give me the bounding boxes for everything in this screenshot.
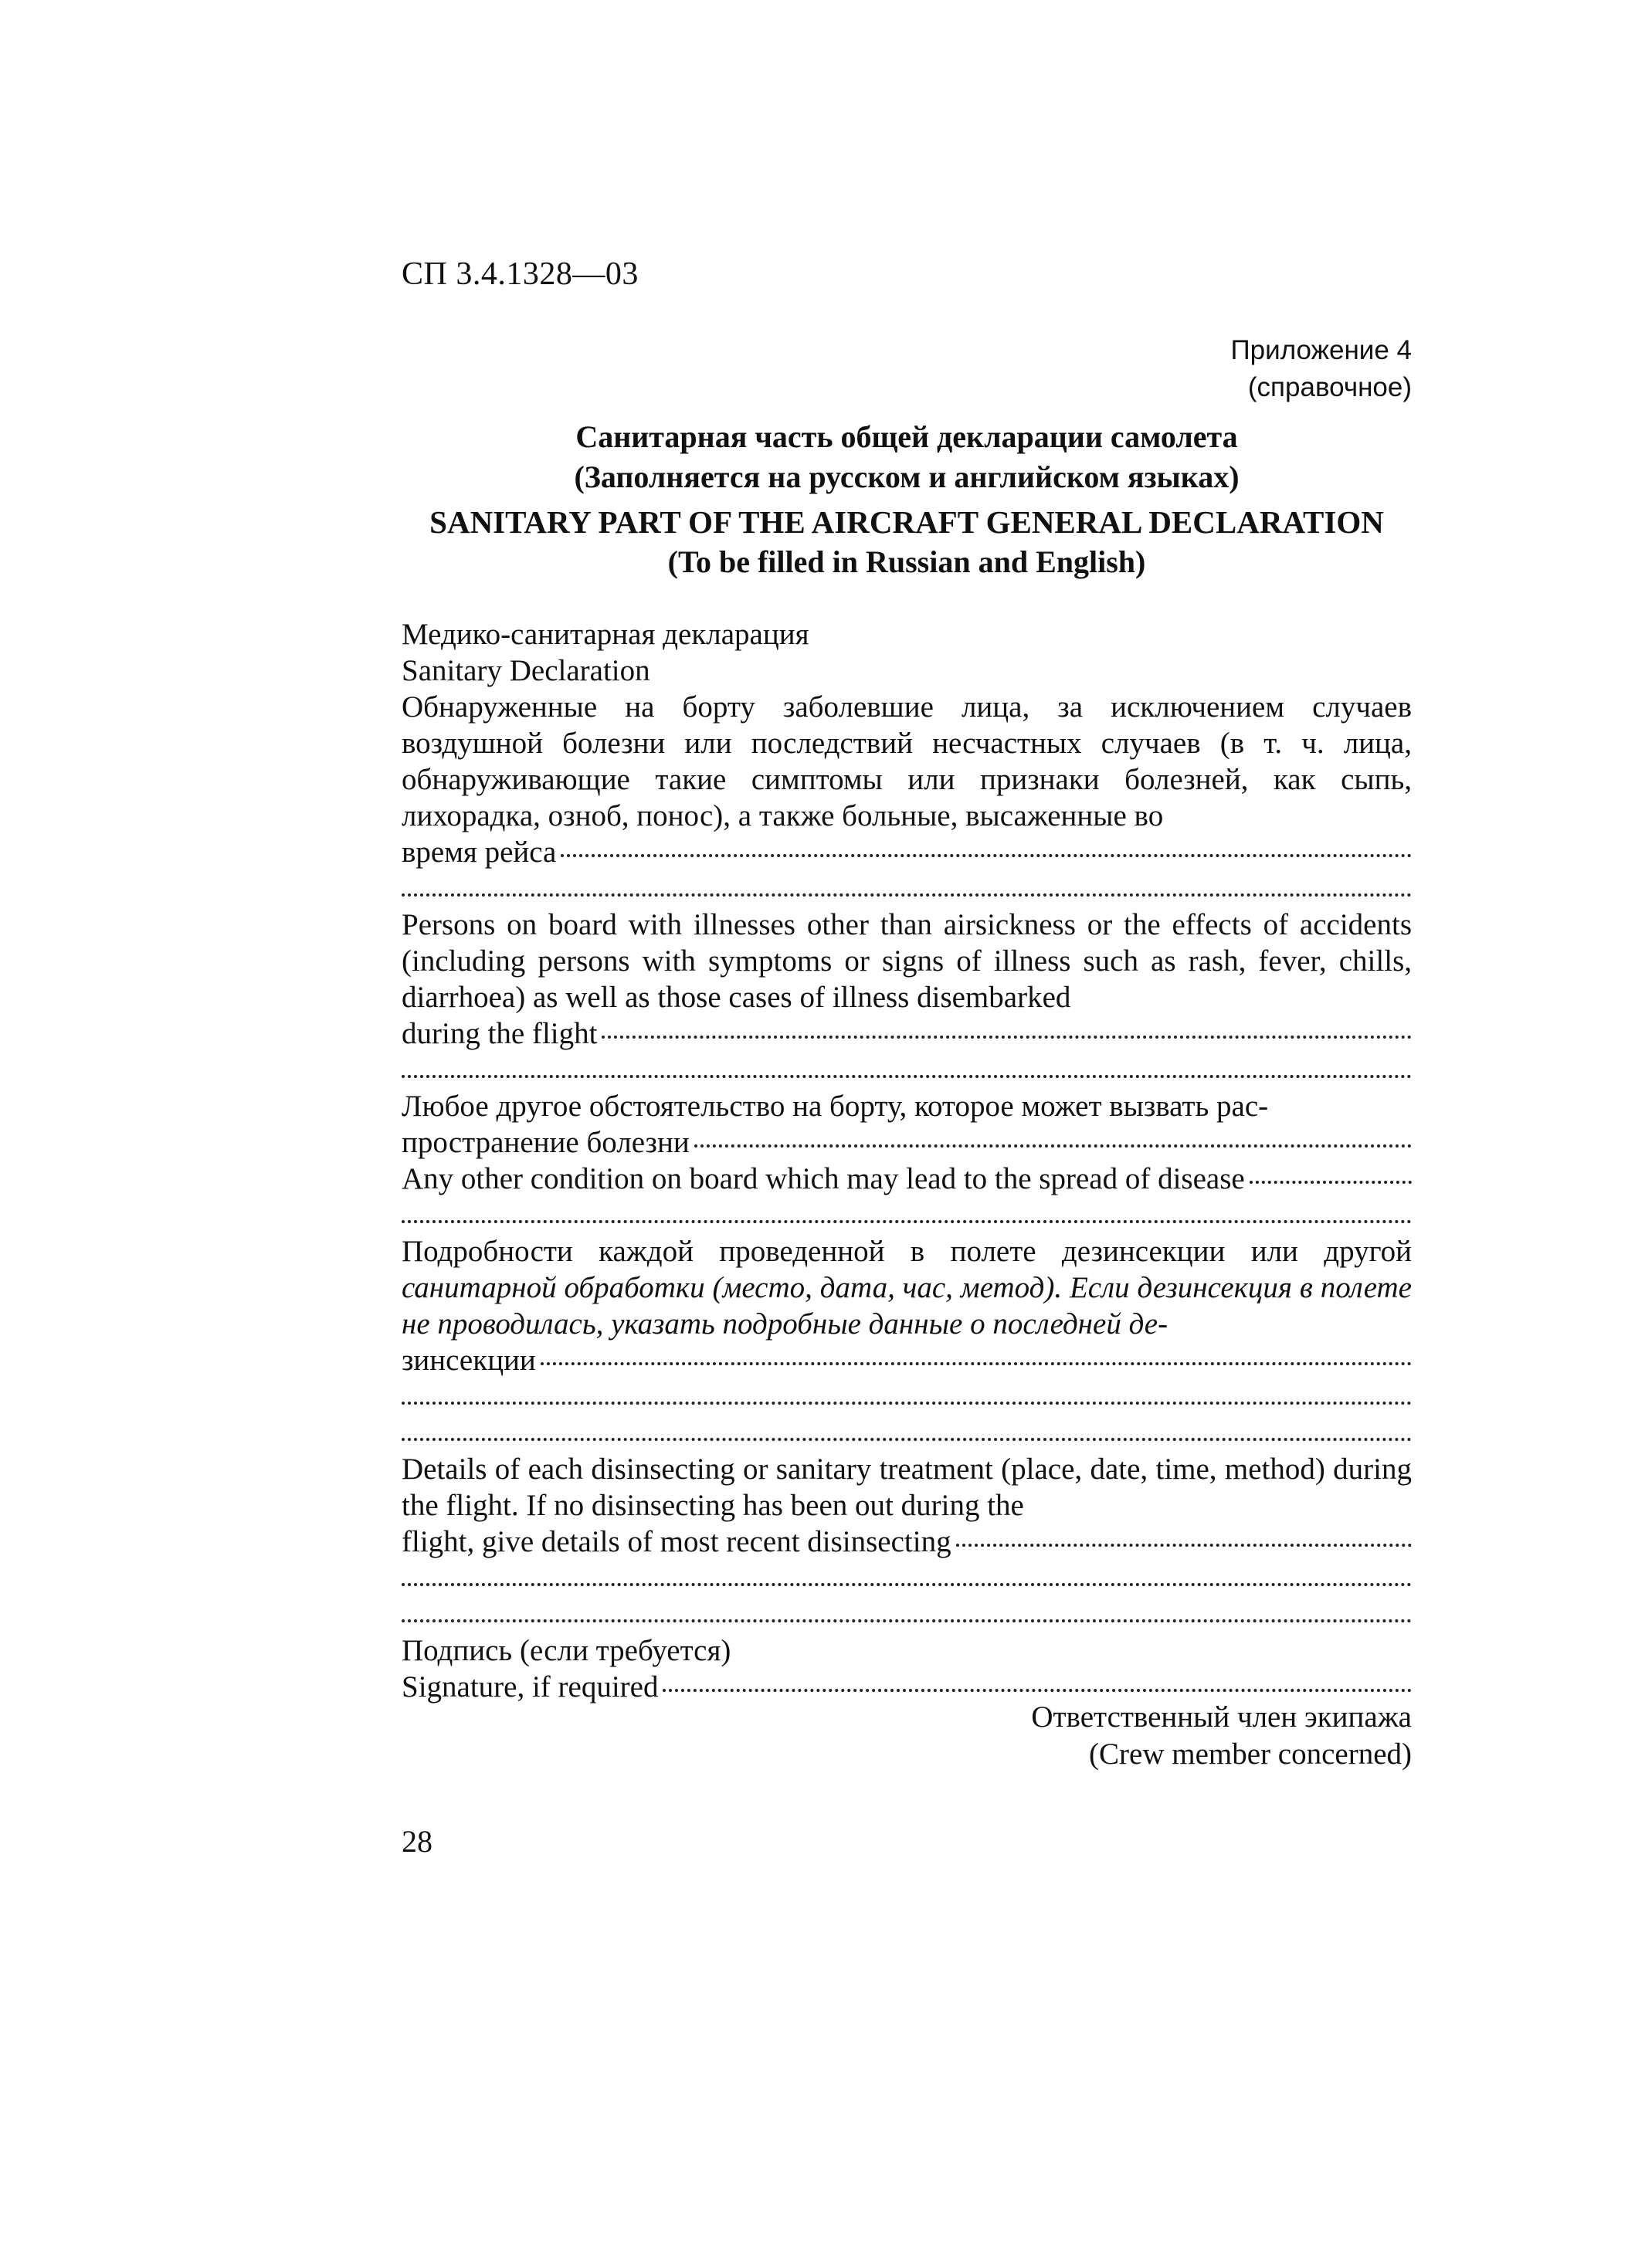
declaration-body — [402, 616, 1412, 1705]
other-condition-field-en[interactable] — [402, 1161, 1412, 1197]
disinsection-text-ru-part1: Подробности каждой проведенной в полете дезинсекции или другой — [402, 1235, 1412, 1268]
other-condition-extra-line[interactable] — [402, 1197, 1412, 1233]
declaration-heading-ru: Медико-санитарная декларация — [402, 618, 809, 651]
declaration-heading-en: Sanitary Declaration — [402, 654, 650, 687]
ill-persons-text-ru: Обнаруженные на борту заболевшие лица, за исключением случаев воздушной болезни или последствий несчастных случаев (в т. ч. лица, обнаруживающие такие симптомы или признаки болезней, как сыпь, лихорадка, озноб, понос), а также больные, высаженные во — [402, 690, 1412, 832]
disinsection-label-en: flight, give details of most recent disinsecting — [402, 1525, 951, 1558]
ill-persons-extra-line-en[interactable] — [402, 1052, 1412, 1088]
signature-label-ru: Подпись (если требуется) — [402, 1634, 731, 1667]
fill-dots — [694, 1144, 1412, 1148]
title-en-note: (To be filled in Russian and English) — [667, 544, 1146, 579]
ill-persons-field-en[interactable] — [402, 1015, 1412, 1052]
disinsection-extra-line-ru-1[interactable] — [402, 1378, 1412, 1415]
signature-label-en: Signature, if required — [402, 1670, 659, 1704]
disinsection-field-ru[interactable] — [402, 1342, 1412, 1378]
other-condition-text-ru: Любое другое обстоятельство на борту, которое может вызвать рас- — [402, 1090, 1269, 1123]
ill-persons-extra-line-ru[interactable] — [402, 870, 1412, 907]
disinsection-text-ru — [402, 1233, 1412, 1342]
ill-persons-label-en: during the flight — [402, 1017, 598, 1050]
title-en: SANITARY PART OF THE AIRCRAFT GENERAL DECLARATION — [429, 504, 1384, 540]
fill-dots — [663, 1689, 1412, 1692]
disinsection-extra-line-en-2[interactable] — [402, 1596, 1412, 1632]
signatory-role-ru: Ответственный член экипажа — [1031, 1700, 1412, 1734]
document-title — [402, 417, 1412, 582]
document-code: СП 3.4.1328—03 — [402, 256, 639, 292]
ill-persons-label-ru: время рейса — [402, 836, 557, 869]
other-condition-field-ru[interactable] — [402, 1124, 1412, 1161]
other-condition-label-en: Any other condition on board which may lead to the spread of disease — [402, 1162, 1245, 1195]
title-ru-note: (Заполняется на русском и английском языках) — [574, 459, 1240, 494]
fill-dots — [956, 1544, 1412, 1547]
ill-persons-text-en: Persons on board with illnesses other than airsickness or the effects of accidents (including persons with symptoms or signs of illness such as rash, fever, chills, diarrhoea) as well as those cases of illness disembarked — [402, 908, 1412, 1014]
ill-persons-field-ru[interactable] — [402, 834, 1412, 870]
disinsection-field-en[interactable] — [402, 1524, 1412, 1560]
title-ru: Санитарная часть общей декларации самолета — [575, 419, 1238, 454]
disinsection-extra-line-ru-2[interactable] — [402, 1415, 1412, 1451]
annex-type: (справочное) — [1247, 372, 1412, 402]
disinsection-text-ru-part2: санитарной обработки (место, дата, час, метод). Если дезинсекция в полете не проводилась, указать подробные данные о последней де- — [402, 1271, 1412, 1341]
fill-dots — [602, 1036, 1412, 1039]
fill-dots — [1250, 1181, 1412, 1184]
signatory-role-en: (Crew member concerned) — [1089, 1737, 1412, 1771]
disinsection-extra-line-en-1[interactable] — [402, 1560, 1412, 1596]
disinsection-label-ru: зинсекции — [402, 1344, 536, 1377]
other-condition-label-ru: пространение болезни — [402, 1126, 690, 1159]
disinsection-text-en: Details of each disinsecting or sanitary treatment (place, date, time, method) during the flight. If no disinsecting has been out during the — [402, 1453, 1412, 1522]
fill-dots — [541, 1362, 1412, 1365]
fill-dots — [561, 854, 1412, 857]
annex-label — [1231, 332, 1412, 406]
annex-number: Приложение 4 — [1230, 335, 1412, 365]
signatory-role — [1031, 1699, 1412, 1773]
page-number: 28 — [402, 1824, 432, 1859]
